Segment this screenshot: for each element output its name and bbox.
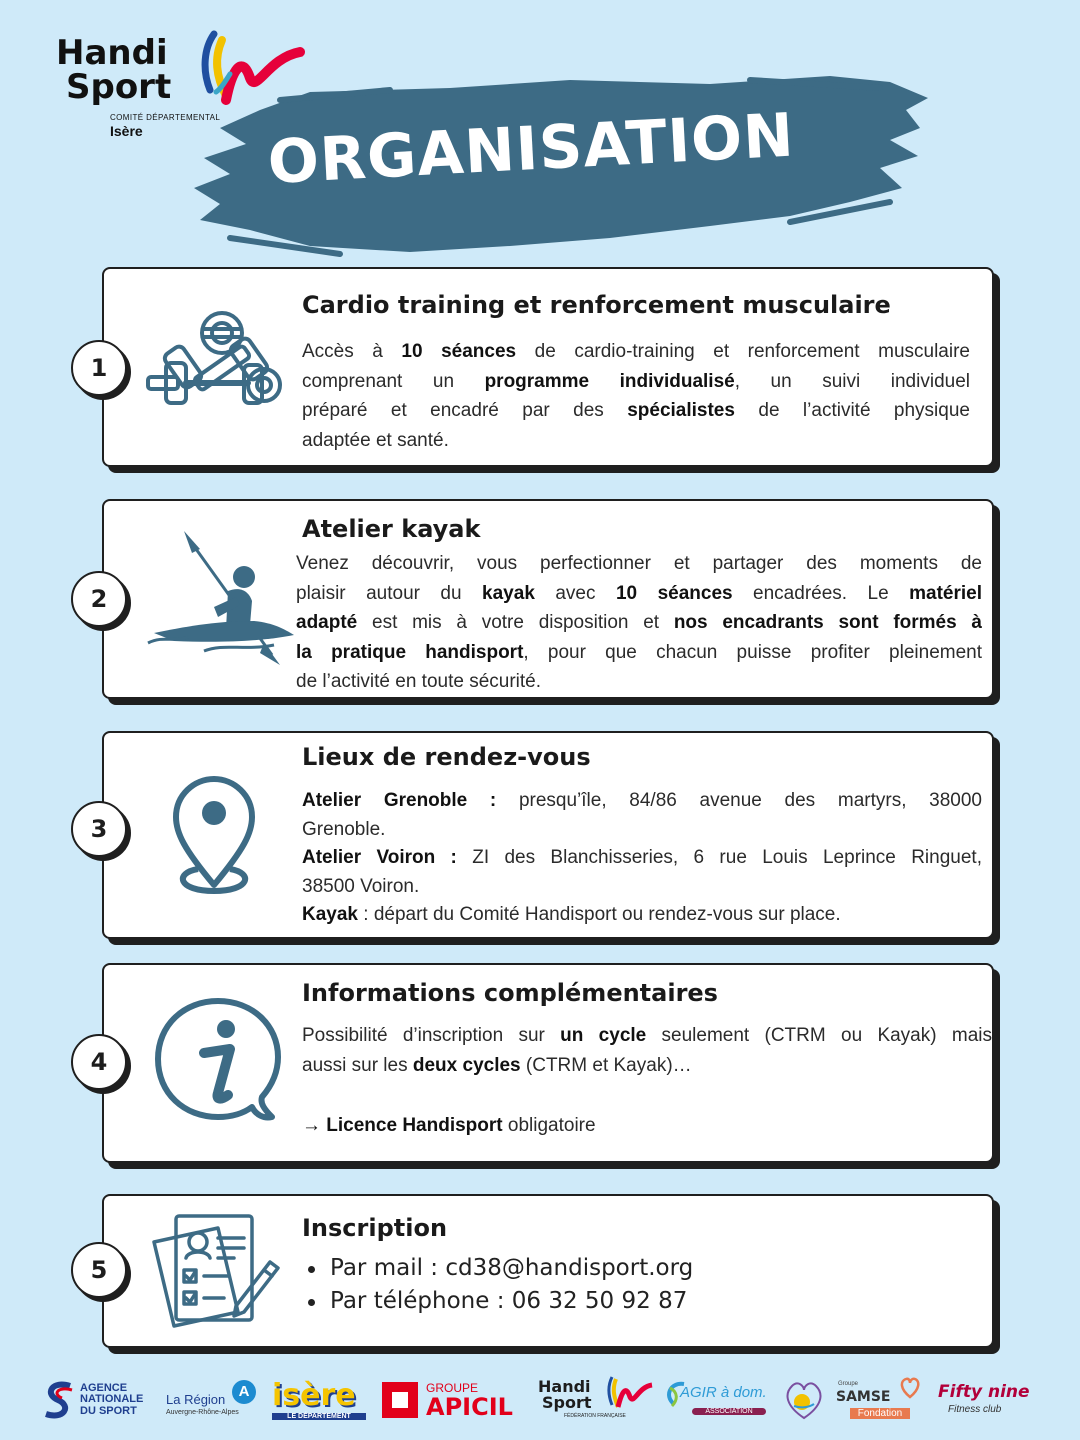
step-number-2: 2 [71, 571, 127, 627]
dumbbell-icon [144, 299, 284, 439]
card-body [302, 787, 982, 930]
body-line: Venez découvrir, vous perfectionner et partager des moments de [296, 553, 982, 574]
body-line: aussi sur les deux cycles (CTRM et Kayak)… [302, 1055, 692, 1076]
body-line: plaisir autour du kayak avec 10 séances encadrées. Le matériel [296, 582, 982, 604]
body-line: → Licence Handisport obligatoire [302, 1115, 596, 1136]
card-informations-complementaires [102, 963, 994, 1163]
sponsor-logos [36, 1372, 1046, 1428]
logo-fifty-nine-fitness: Fifty nine Fitness club [938, 1382, 1030, 1415]
region-a-icon: A [232, 1380, 256, 1404]
handisport-swoosh-small-icon [604, 1375, 654, 1411]
logo-samse-fondation: Groupe SAMSE Fondation [836, 1372, 922, 1428]
card-title: Cardio training et renforcement musculaire [302, 291, 891, 319]
logo-handisport-federation: Handi Sport FÉDÉRATION FRANÇAISE [538, 1372, 658, 1428]
body-line: Possibilité d’inscription sur un cycle seulement (CTRM ou Kayak) mais [302, 1025, 992, 1046]
contact-list [302, 1252, 693, 1318]
card-lieux-rendez-vous [102, 731, 994, 939]
step-number-5: 5 [71, 1242, 127, 1298]
edelweiss-heart-icon [782, 1378, 826, 1422]
logo-agence-nationale-du-sport: AGENCE NATIONALE DU SPORT [42, 1372, 154, 1428]
logo-groupe-apicil: GROUPE APICIL [382, 1372, 524, 1428]
body-line: adapté est mis à votre disposition et nos encadrants sont formés à [296, 612, 983, 633]
kayak-icon [144, 525, 294, 665]
contact-phone[interactable]: Par téléphone : 06 32 50 92 87 [302, 1285, 693, 1318]
step-number-4: 4 [71, 1034, 127, 1090]
body-line: Grenoble. [302, 818, 386, 840]
page-title: ORGANISATION [266, 100, 797, 198]
body-line: 38500 Voiron. [302, 875, 420, 897]
body-line: Accès à 10 séances de cardio-training et renforcement musculaire [302, 341, 970, 362]
card-title: Inscription [302, 1214, 448, 1242]
body-line: Atelier Voiron : ZI des Blanchisseries, 6 rue Louis Leprince Ringuet, [302, 847, 982, 868]
logo-agir-a-dom: AGIR à dom. ASSOCIATION [664, 1372, 770, 1428]
card-inscription [102, 1194, 994, 1348]
info-bubble-icon [152, 997, 292, 1137]
apicil-square-icon [382, 1382, 418, 1418]
card-title: Lieux de rendez-vous [302, 743, 591, 771]
body-line: adaptée et santé. [302, 429, 449, 451]
step-number-1: 1 [71, 340, 127, 396]
body-line: comprenant un programme individualisé, un suivi individuel [302, 370, 970, 392]
body-line: Kayak : départ du Comité Handisport ou rendez-vous sur place. [302, 904, 841, 925]
card-body [302, 1021, 992, 1141]
logo-isere-departement: isère LE DÉPARTEMENT [272, 1372, 366, 1428]
samse-heart-icon [898, 1375, 922, 1399]
body-line [302, 1081, 992, 1111]
card-body [302, 337, 970, 455]
card-title: Atelier kayak [302, 515, 481, 543]
logo-word-handi: Handi [56, 33, 168, 73]
body-line: la pratique handisport, pour que chacun puisse profiter pleinement [296, 641, 982, 663]
card-title: Informations complémentaires [302, 979, 718, 1007]
logo-region-auvergne-rhone-alpes: La Région Auvergne-Rhône-Alpes A [166, 1372, 262, 1428]
logo-edelweiss [782, 1372, 826, 1428]
card-cardio-training [102, 267, 994, 467]
form-clipboard-icon [146, 1208, 286, 1348]
body-line: Atelier Grenoble : presqu’île, 84/86 avenue des martyrs, 38000 [302, 790, 983, 811]
body-line: de l’activité en toute sécurité. [296, 671, 542, 692]
logo-subtitle: COMITÉ DÉPARTEMENTAL [110, 113, 221, 122]
card-atelier-kayak [102, 499, 994, 699]
ans-icon [42, 1380, 76, 1420]
contact-email[interactable]: Par mail : cd38@handisport.org [302, 1252, 693, 1285]
logo-department: Isère [110, 123, 143, 139]
body-line: préparé et encadré par des spécialistes de l’activité physique [302, 400, 970, 421]
step-number-3: 3 [71, 801, 127, 857]
card-body [296, 549, 982, 697]
location-pin-icon [144, 773, 284, 913]
logo-word-sport: Sport [66, 67, 172, 107]
